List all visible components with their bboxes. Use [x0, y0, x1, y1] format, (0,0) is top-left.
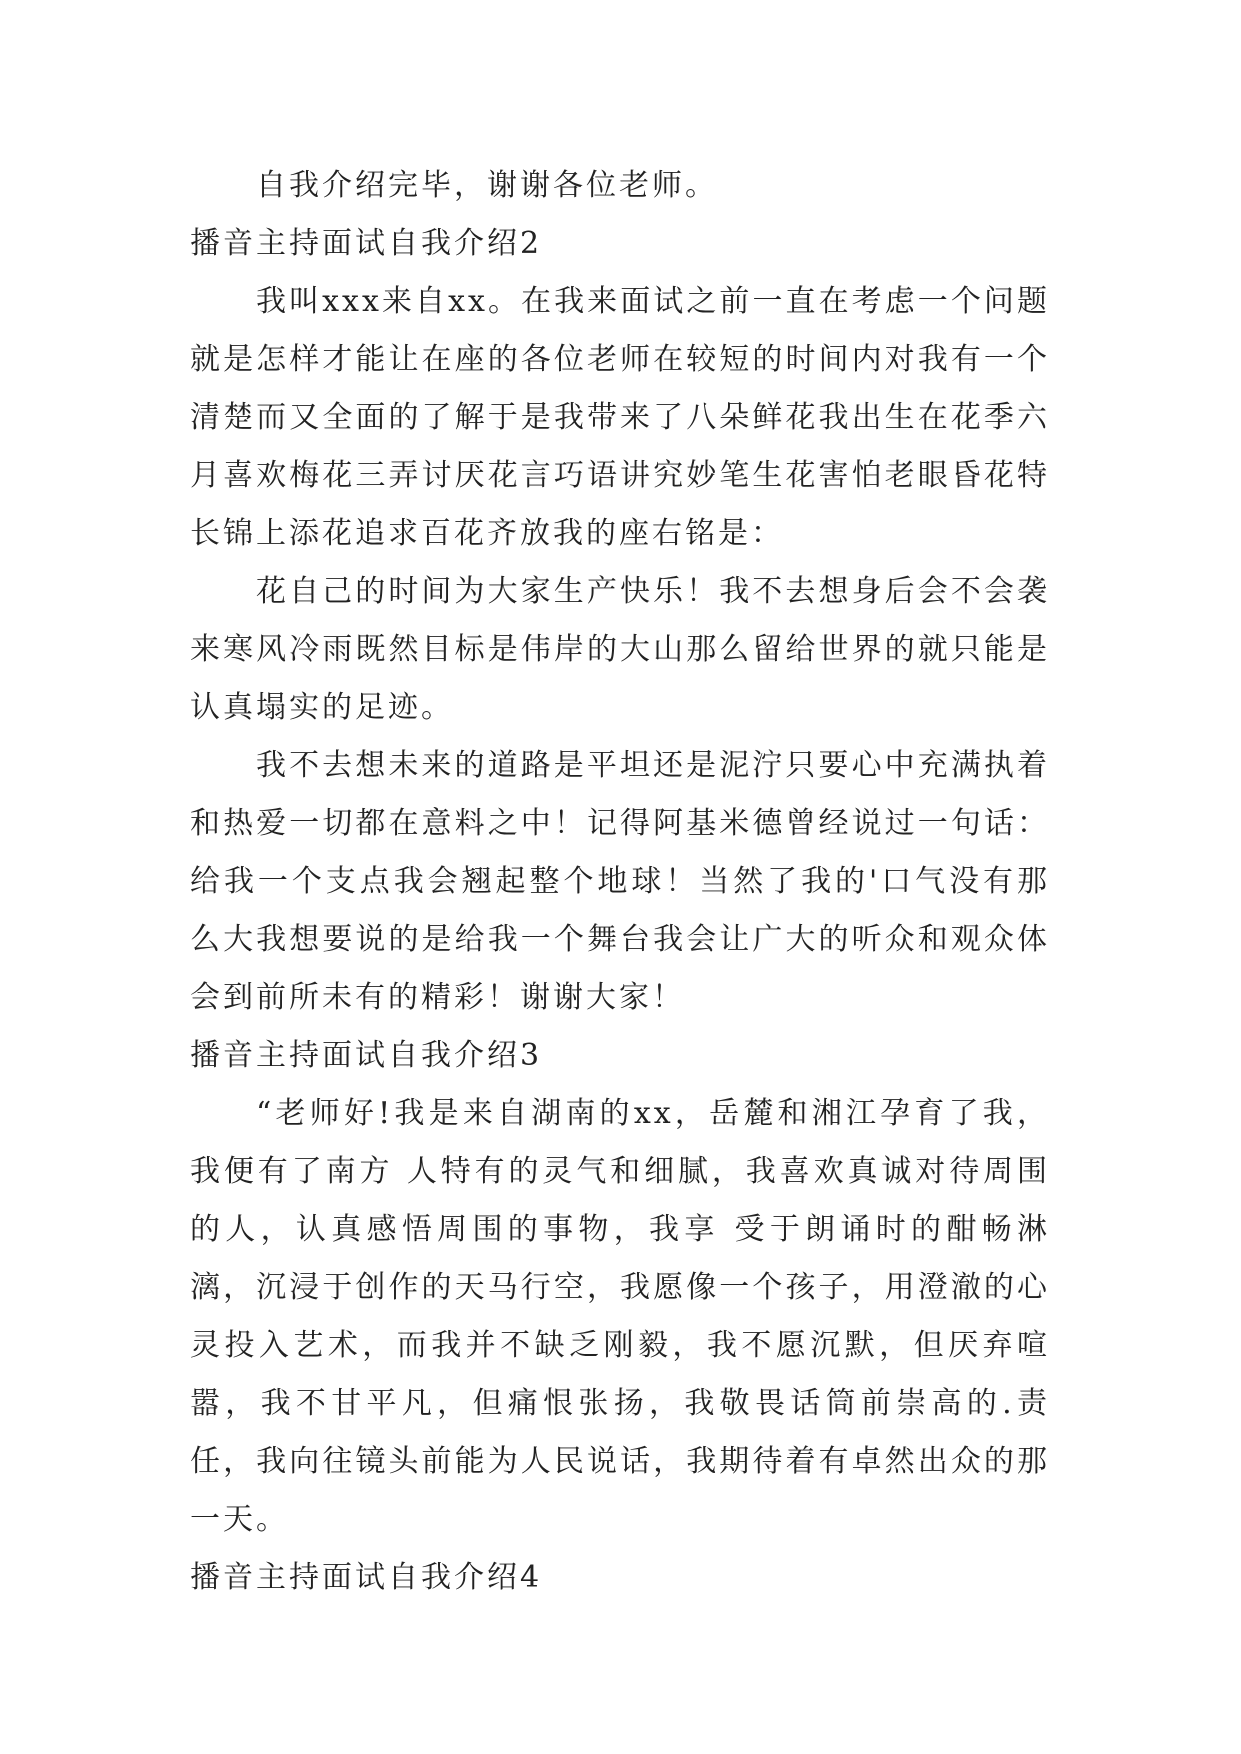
paragraph-hunan-intro: “老师好!我是来自湖南的xx，岳麓和湘江孕育了我，我便有了南方 人特有的灵气和细腻，我喜欢真诚对待周围的人，认真感悟周围的事物，我享 受于朗诵时的酣畅淋漓，沉浸于创作的天马行空，我愿像一个孩子，用澄澈的心灵投入艺术，而我并不缺乏刚毅，我不愿沉默，但厌弃喧嚣，我不甘平凡，但痛恨张扬，我敬畏话筒前崇高的.责任，我向往镜头前能为人民说话，我期待着有卓然出众的那一天。 [190, 1096, 1050, 1537]
paragraph-future-road: 我不去想未来的道路是平坦还是泥泞只要心中充满执着和热爱一切都在意料之中！记得阿基米德曾经说过一句话：给我一个支点我会翘起整个地球！当然了我的'口气没有那么大我想要说的是给我一个舞台我会让广大的听众和观众体会到前所未有的精彩！谢谢大家！ [190, 748, 1050, 1015]
paragraph-motto: 花自己的时间为大家生产快乐！我不去想身后会不会袭来寒风冷雨既然目标是伟岸的大山那么留给世界的就只能是认真塌实的足迹。 [190, 574, 1050, 725]
section-heading-4: 播音主持面试自我介绍4 [190, 1560, 543, 1595]
closing-paragraph: 自我介绍完毕，谢谢各位老师。 [256, 168, 718, 203]
section-heading-3: 播音主持面试自我介绍3 [190, 1038, 543, 1073]
paragraph-introduction-flowers: 我叫xxx来自xx。在我来面试之前一直在考虑一个问题就是怎样才能让在座的各位老师在较短的时间内对我有一个清楚而又全面的了解于是我带来了八朵鲜花我出生在花季六月喜欢梅花三弄讨厌花言巧语讲究妙笔生花害怕老眼昏花特长锦上添花追求百花齐放我的座右铭是： [190, 284, 1050, 551]
document-body [190, 157, 1050, 1607]
section-heading-2: 播音主持面试自我介绍2 [190, 226, 543, 261]
